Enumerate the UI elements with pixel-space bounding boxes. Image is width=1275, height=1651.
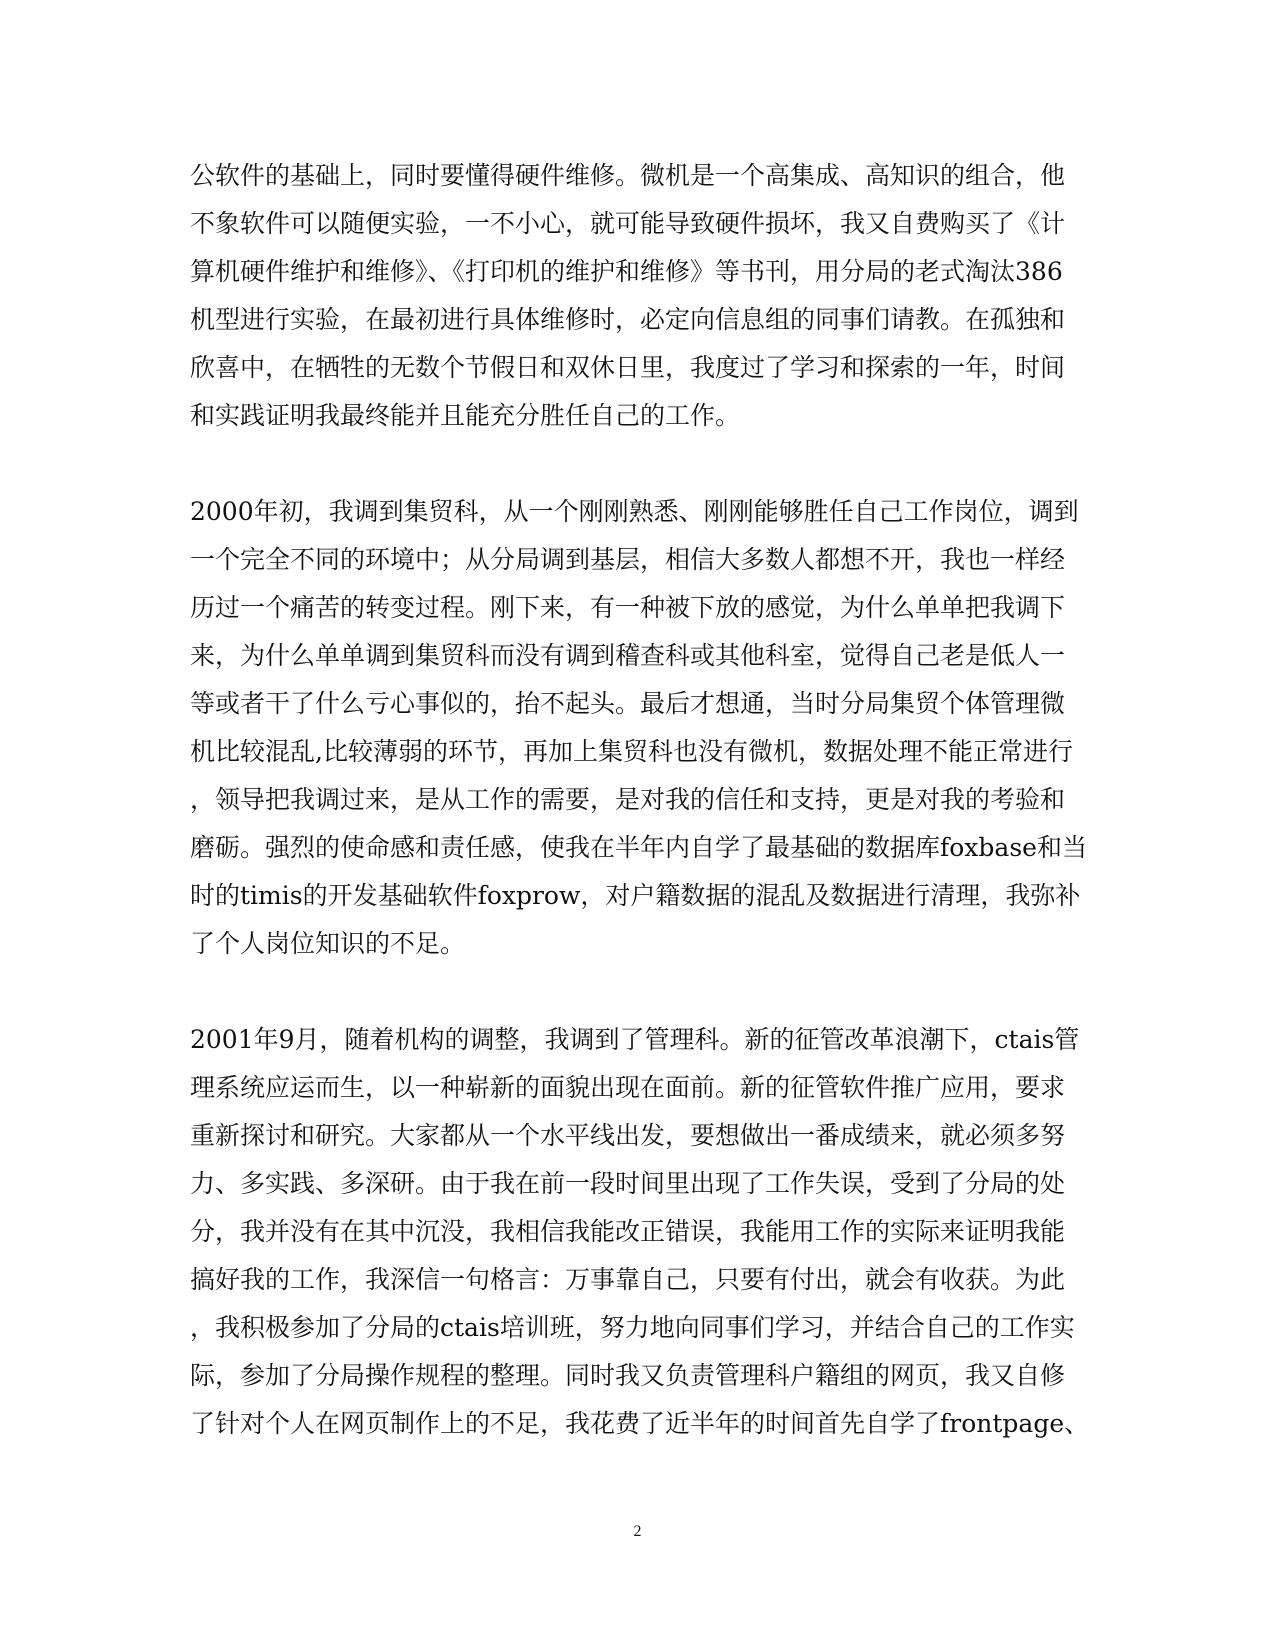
paragraph-gap [190,968,1100,1016]
text-line: 历过一个痛苦的转变过程。刚下来，有一种被下放的感觉，为什么单单把我调下 [190,593,1066,622]
text-line: 和实践证明我最终能并且能充分胜任自己的工作。 [190,401,741,430]
text-line: 际，参加了分局操作规程的整理。同时我又负责管理科户籍组的网页，我又自修 [190,1361,1066,1390]
text-line: 来，为什么单单调到集贸科而没有调到稽查科或其他科室，觉得自己老是低人一 [190,641,1066,670]
text-line: 了针对个人在网页制作上的不足，我花费了近半年的时间首先自学了frontpage、 [190,1409,1090,1438]
text-line: 等或者干了什么亏心事似的，抬不起头。最后才想通，当时分局集贸个体管理微 [190,689,1066,718]
text-line: 2000年初，我调到集贸科，从一个刚刚熟悉、刚刚能够胜任自己工作岗位，调到 [190,497,1079,526]
text-line: 了个人岗位知识的不足。 [190,929,466,958]
text-line: 磨砺。强烈的使命感和责任感，使我在半年内自学了最基础的数据库foxbase和当 [190,833,1087,862]
text-line: 机型进行实验，在最初进行具体维修时，必定向信息组的同事们请教。在孤独和 [190,305,1066,334]
text-line: ，我积极参加了分局的ctais培训班，努力地向同事们学习，并结合自己的工作实 [190,1313,1075,1342]
paragraph-1 [190,152,1100,440]
text-line: 搞好我的工作，我深信一句格言：万事靠自己，只要有付出，就会有收获。为此 [190,1265,1066,1294]
text-line: 机比较混乱,比较薄弱的环节，再加上集贸科也没有微机，数据处理不能正常进行 [190,737,1073,766]
paragraph-3 [190,1016,1100,1448]
text-line: 理系统应运而生，以一种崭新的面貌出现在面前。新的征管软件推广应用，要求 [190,1073,1066,1102]
text-line: 算机硬件维护和维修》、《打印机的维护和维修》等书刊，用分局的老式淘汰386 [190,257,1063,286]
text-line: 时的timis的开发基础软件foxprow，对户籍数据的混乱及数据进行清理，我弥补 [190,881,1081,910]
text-line: 一个完全不同的环境中；从分局调到基层，相信大多数人都想不开，我也一样经 [190,545,1066,574]
text-line: 公软件的基础上，同时要懂得硬件维修。微机是一个高集成、高知识的组合，他 [190,161,1066,190]
text-line: ，领导把我调过来，是从工作的需要，是对我的信任和支持，更是对我的考验和 [190,785,1066,814]
paragraph-2 [190,488,1100,968]
text-line: 分，我并没有在其中沉没，我相信我能改正错误，我能用工作的实际来证明我能 [190,1217,1066,1246]
text-line: 重新探讨和研究。大家都从一个水平线出发，要想做出一番成绩来，就必须多努 [190,1121,1066,1150]
paragraph-gap [190,440,1100,488]
text-line: 不象软件可以随便实验，一不小心，就可能导致硬件损坏，我又自费购买了《计 [190,209,1066,238]
text-line: 力、多实践、多深研。由于我在前一段时间里出现了工作失误，受到了分局的处 [190,1169,1066,1198]
page-number: 2 [633,1523,642,1540]
text-line: 2001年9月，随着机构的调整，我调到了管理科。新的征管改革浪潮下，ctais管 [190,1025,1080,1054]
text-line: 欣喜中，在牺牲的无数个节假日和双休日里，我度过了学习和探索的一年，时间 [190,353,1066,382]
document-body [190,152,1100,1448]
